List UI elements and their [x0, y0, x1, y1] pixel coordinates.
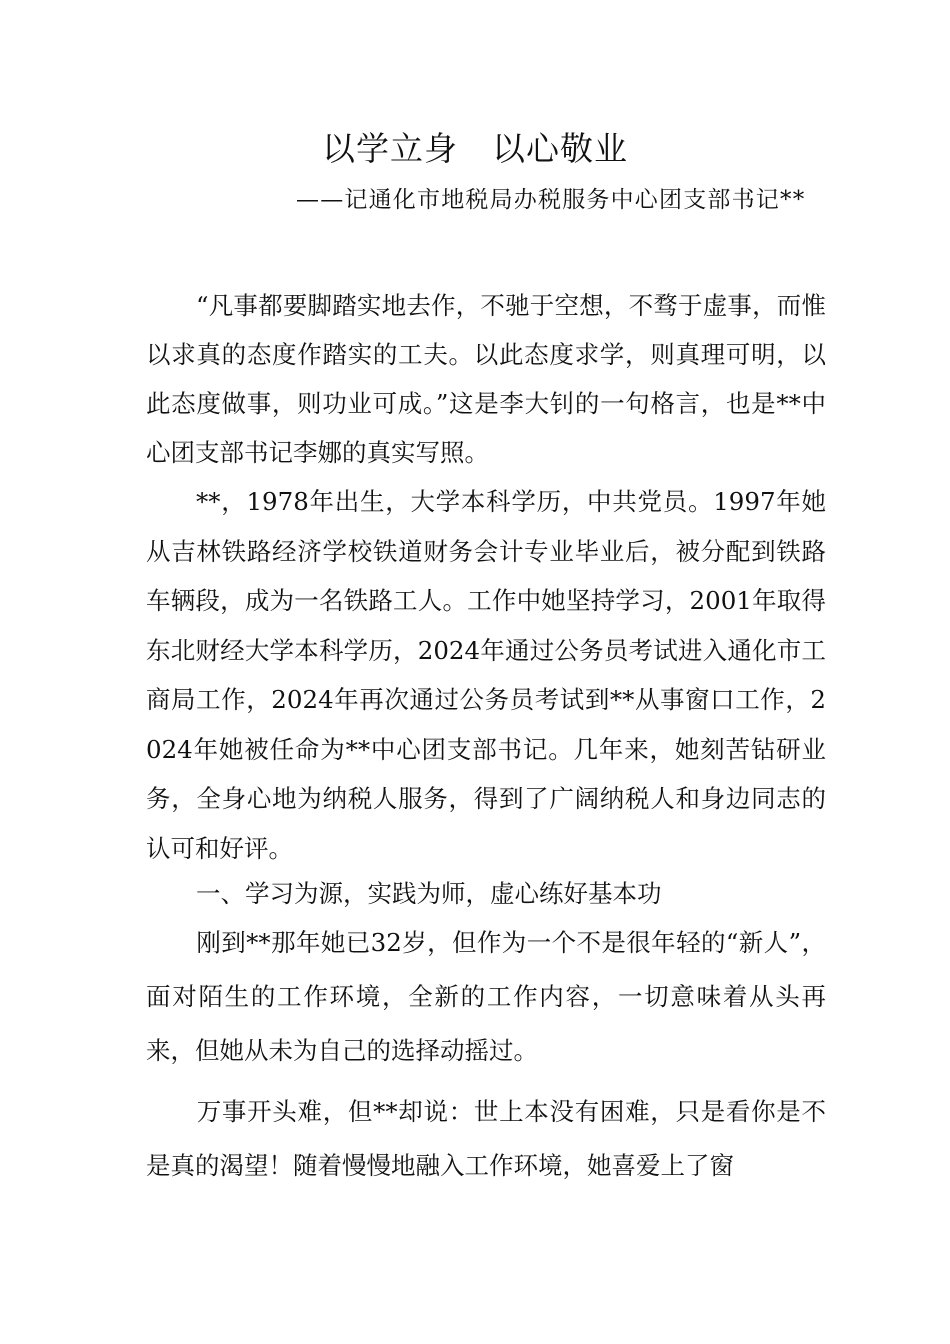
paragraph-2-text: **，1978年出生，大学本科学历，中共党员。1997年她从吉林铁路经济学校铁道财务会计专业毕业后，被分配到铁路车辆段，成为一名铁路工人。工作中她坚持学习，2001年取得东北财经大学本科学历，2024年通过公务员考试进入通化市工商局工作，2024年再次通过公务员考试到**从事窗口工作，2024年她被任命为**中心团支部书记。几年来，她刻苦钻研业务，全身心地为纳税人服务，得到了广阔纳税人和身边同志的认可和好评。	[146, 487, 826, 863]
section-heading-1	[146, 869, 826, 918]
paragraph-1	[146, 281, 826, 477]
paragraph-4	[146, 1085, 826, 1193]
paragraph-3	[146, 916, 826, 1078]
document-title: 以学立身 以心敬业	[322, 129, 628, 168]
section-heading-1-text: 一、学习为源，实践为师，虚心练好基本功	[196, 879, 662, 908]
document-subtitle: ——记通化市地税局办税服务中心团支部书记**	[296, 187, 806, 213]
paragraph-1-text: “凡事都要脚踏实地去作，不驰于空想，不骛于虚事，而惟以求真的态度作踏实的工夫。以此态度求学，则真理可明，以此态度做事，则功业可成。”这是李大钊的一句格言，也是**中心团支部书记李娜的真实写照。	[146, 291, 826, 467]
paragraph-3-text: 刚到**那年她已32岁，但作为一个不是很年轻的“新人”，面对陌生的工作环境，全新的工作内容，一切意味着从头再来，但她从未为自己的选择动摇过。	[146, 928, 826, 1065]
paragraph-4-text: 万事开头难，但**却说：世上本没有困难，只是看你是不是真的渴望！随着慢慢地融入工作环境，她喜爱上了窗	[146, 1097, 826, 1180]
paragraph-2	[146, 477, 826, 873]
